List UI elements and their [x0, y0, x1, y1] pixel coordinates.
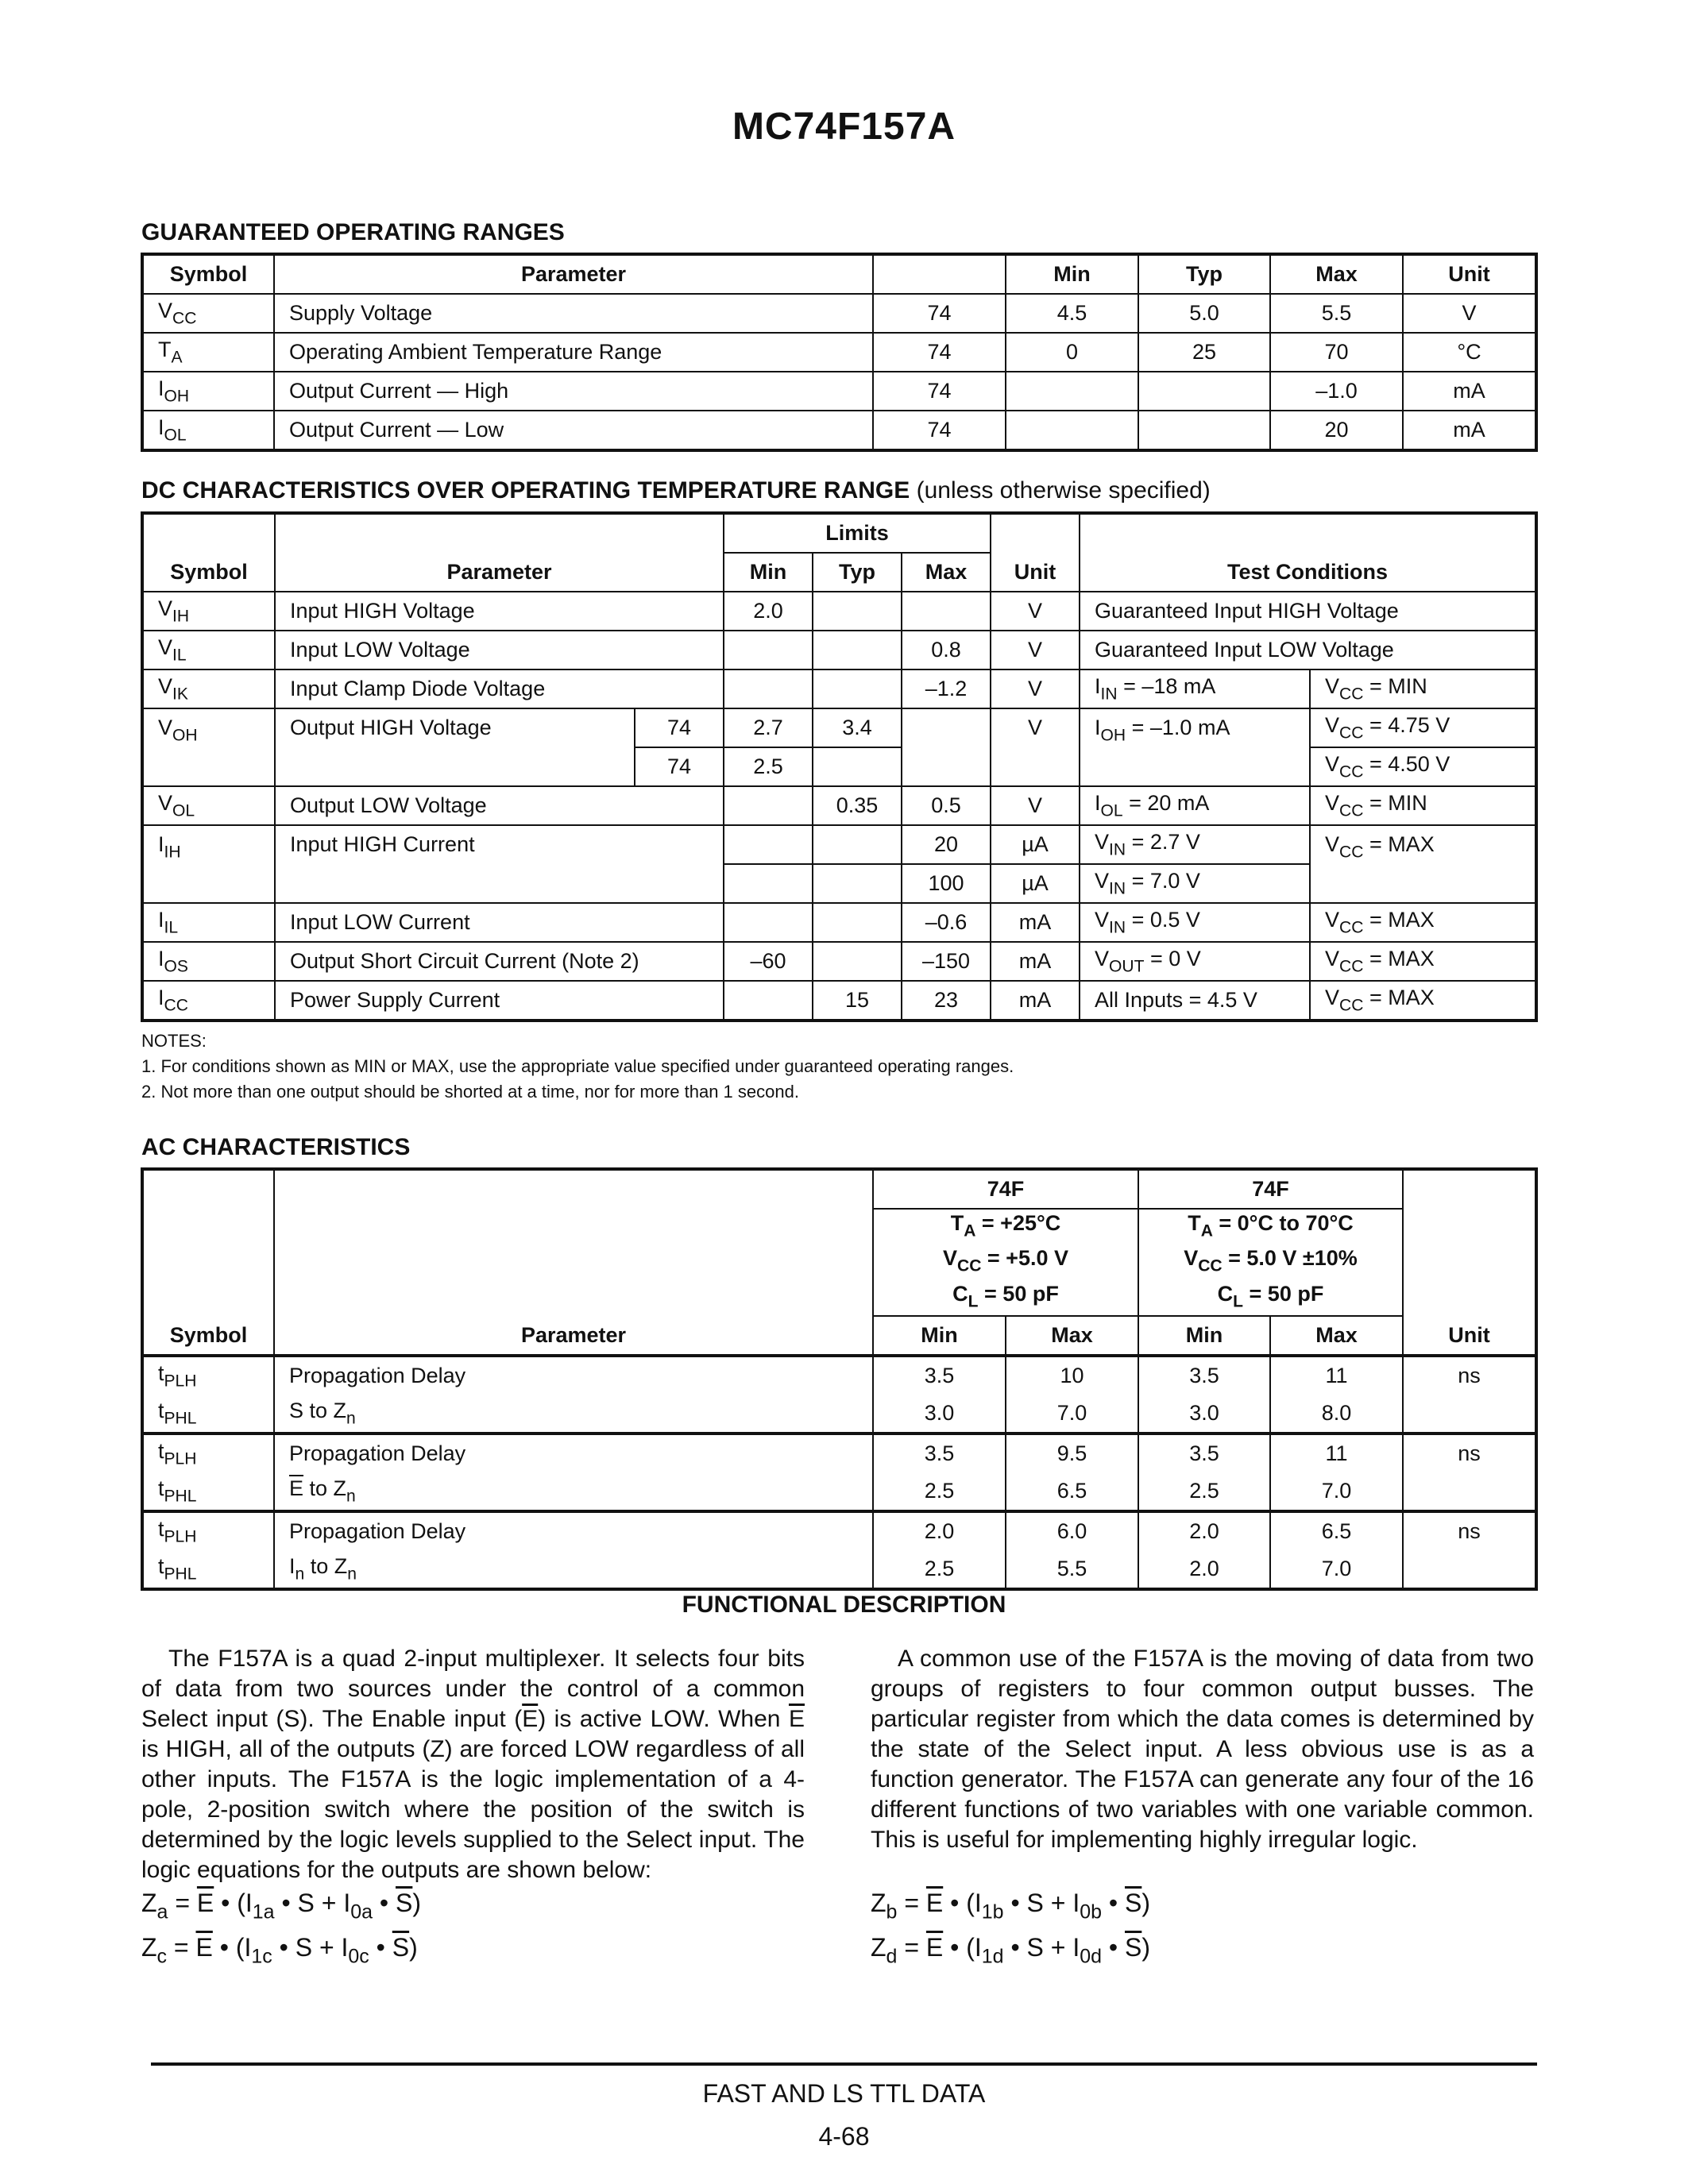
gor-h-max: Max: [1270, 254, 1403, 294]
equation-zc: $Z_c = \overline{E}$ • ($I_{1c}$ • $S + I_{0c}$ • $\overline{S}$): [141, 1932, 418, 1968]
func-title: FUNCTIONAL DESCRIPTION: [682, 1592, 1006, 1618]
func-left-column: [141, 1644, 805, 1974]
notes-heading: NOTES:: [141, 1031, 207, 1051]
dc-row-voh-1: $V_{OH}$ Output HIGH Voltage 74 2.7 3.4 V $I_{OH} = -1.0$ mA $V_{CC} = 4.75$ V: [142, 708, 1536, 747]
func-right-column: [871, 1644, 1534, 1974]
footer-page-number: 4-68: [818, 2122, 870, 2151]
note-2: 2. Not more than one output should be shorted at a time, nor for more than 1 second.: [141, 1082, 799, 1102]
dc-row-iih-1: $I_{IH}$ Input HIGH Current 20 µA $V_{IN} = 2.7$ V $V_{CC}$ = MAX: [142, 825, 1536, 864]
dc-row-vik: $V_{IK}$ Input Clamp Diode Voltage –1.2 V $I_{IN} = -18$ mA $V_{CC}$ = MIN: [142, 669, 1536, 708]
dc-title: DC CHARACTERISTICS OVER OPERATING TEMPERATURE RANGE (unless otherwise specified): [141, 477, 1211, 504]
note-1: 1. For conditions shown as MIN or MAX, use the appropriate value specified under guaranteed operating ranges.: [141, 1056, 1014, 1076]
footer-divider: [151, 2062, 1537, 2066]
gor-header-row: [142, 254, 1536, 294]
gor-title: GUARANTEED OPERATING RANGES: [141, 219, 565, 245]
ac-title: AC CHARACTERISTICS: [141, 1134, 411, 1160]
dc-row-vih: $V_{IH}$ Input HIGH Voltage 2.0 V Guaranteed Input HIGH Voltage: [142, 592, 1536, 631]
ac-header-row-1: Symbol Parameter 74F 74F Unit: [142, 1169, 1536, 1209]
gor-row-ioh: $I_{OH}$ Output Current — High 74 –1.0 mA: [142, 372, 1536, 411]
gor-h-device: [873, 254, 1006, 294]
ac-row-g2-plh: $t_{PLH}$ Propagation Delay 3.5 9.5 3.5 11 ns: [142, 1433, 1536, 1472]
ac-row-g1-phl: $t_{PHL}$ S to $Z_n$ 3.0 7.0 3.0 8.0: [142, 1395, 1536, 1433]
gor-h-typ: Typ: [1138, 254, 1270, 294]
ac-header-row-3: Min Max Min Max: [142, 1316, 1536, 1356]
dc-header-row-1: [142, 513, 1536, 553]
dc-row-iih-2: 100 µA $V_{IN} = 7.0$ V: [142, 864, 1536, 903]
gor-h-symbol: Symbol: [142, 254, 274, 294]
dc-table: [141, 511, 1538, 1022]
page-title: MC74F157A: [732, 106, 956, 148]
equation-zd: $Z_d = \overline{E}$ • ($I_{1d}$ • $S + I_{0d}$ • $\overline{S}$): [871, 1932, 1150, 1968]
dc-row-vil: $V_{IL}$ Input LOW Voltage 0.8 V Guaranteed Input LOW Voltage: [142, 631, 1536, 669]
ac-row-g3-phl: $t_{PHL}$ $I_n$ to $Z_n$ 2.5 5.5 2.0 7.0: [142, 1550, 1536, 1589]
equation-zb: $Z_b = \overline{E}$ • ($I_{1b}$ • $S + I_{0b}$ • $\overline{S}$): [871, 1889, 1150, 1924]
gor-row-vcc: $V_{CC}$ Supply Voltage 74 4.5 5.0 5.5 V: [142, 294, 1536, 333]
gor-row-ta: $T_A$ Operating Ambient Temperature Range 74 0 25 70 °C: [142, 333, 1536, 372]
gor-row-iol: $I_{OL}$ Output Current — Low 74 20 mA: [142, 411, 1536, 450]
dc-row-icc: $I_{CC}$ Power Supply Current 15 23 mA All Inputs = 4.5 V $V_{CC}$ = MAX: [142, 981, 1536, 1021]
gor-h-unit: Unit: [1403, 254, 1536, 294]
ac-row-g3-plh: $t_{PLH}$ Propagation Delay 2.0 6.0 2.0 6.5 ns: [142, 1511, 1536, 1550]
func-right-paragraph: A common use of the F157A is the moving of data from two groups of registers to four common output busses. The particular register from which the data comes is determined by the state of the Select input. A less obvious use is as a function generator. The F157A can generate any four of the 16 different functions of two variables with one variable common. This is useful for implementing highly irregular logic.: [871, 1646, 1534, 1853]
dc-header-row-2: Symbol Parameter Min Typ Max Unit Test Conditions: [142, 553, 1536, 592]
ac-row-g2-phl: $t_{PHL}$ $\overline{E}$ to $Z_n$ 2.5 6.5 2.5 7.0: [142, 1472, 1536, 1511]
equation-za: $Z_a = \overline{E}$ • ($I_{1a}$ • $S + I_{0a}$ • $\overline{S}$): [141, 1889, 421, 1924]
dc-row-iil: $I_{IL}$ Input LOW Current –0.6 mA $V_{IN} = 0.5$ V $V_{CC}$ = MAX: [142, 903, 1536, 942]
gor-h-min: Min: [1006, 254, 1138, 294]
dc-row-vol: $V_{OL}$ Output LOW Voltage 0.35 0.5 V $I_{OL} = 20$ mA $V_{CC}$ = MIN: [142, 786, 1536, 825]
ac-table: [141, 1167, 1538, 1591]
dc-notes: [141, 1028, 1014, 1105]
func-left-paragraph: The F157A is a quad 2-input multiplexer. It selects four bits of data from two sources under the control of a common Select input (S). The Enable input $(\overline{E})$ is active LOW. When $\overline{E}$ is HIGH, all of the outputs (Z) are forced LOW regardless of all other inputs. The F157A is the logic implementation of a 4-pole, 2-position switch where the position of the switch is determined by the logic levels supplied to the Select input. The logic equations for the outputs are shown below:: [141, 1646, 805, 1883]
ac-row-g1-plh: $t_{PLH}$ Propagation Delay 3.5 10 3.5 11 ns: [142, 1356, 1536, 1395]
footer-brand: FAST AND LS TTL DATA: [702, 2079, 986, 2108]
dc-h-limits: Limits: [724, 513, 991, 553]
gor-table: [141, 253, 1538, 452]
gor-h-param: Parameter: [274, 254, 873, 294]
dc-row-voh-2: 74 2.5 $V_{CC} = 4.50$ V: [142, 747, 1536, 786]
dc-row-ios: $I_{OS}$ Output Short Circuit Current (Note 2) –60 –150 mA $V_{OUT} = 0$ V $V_{CC}$ = MAX: [142, 942, 1536, 981]
ac-header-row-2: $T_A = +25^\circ C$ $V_{CC} = +5.0$ V $C_L = 50$ pF $T_A = 0^\circ C$ to 70°C $V_{CC} = 5.0$ V ±10% $C_L = 50$ pF: [142, 1209, 1536, 1316]
